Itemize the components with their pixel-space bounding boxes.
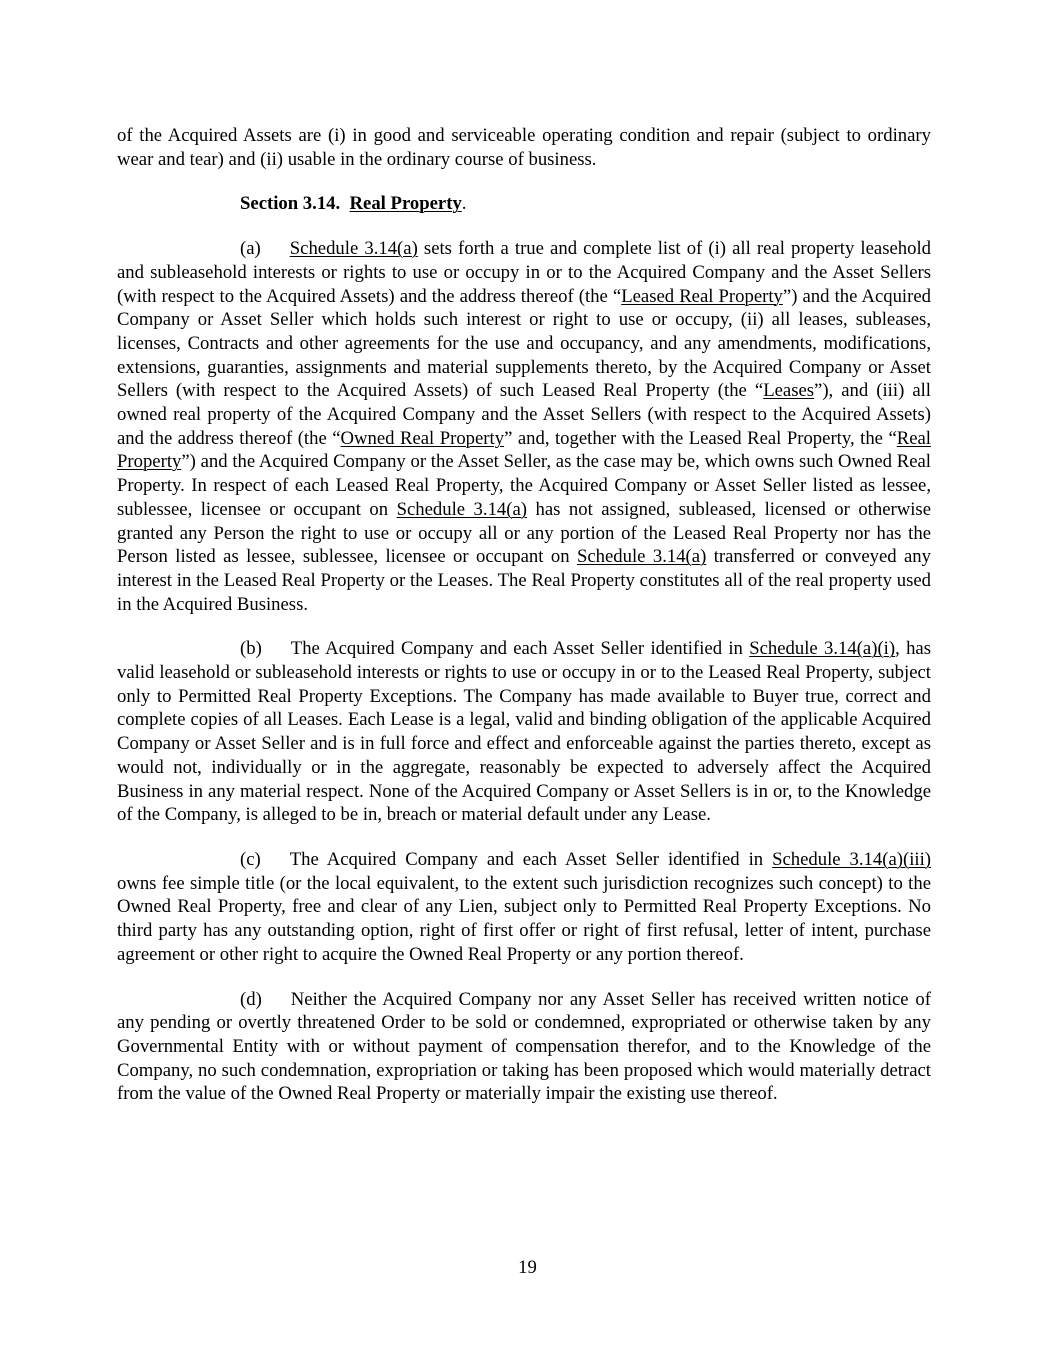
page-number: 19 [518, 1257, 537, 1278]
schedule-reference: Schedule 3.14(a) [396, 498, 527, 520]
paragraph-text: ”) and the Acquired Company or Asset Seller which holds such interest or right to use or occupy, (ii) all leases, subleases, licenses, Contracts and other agreements for the use and occupancy, and any amendments, modifications, extensions, guaranties, assignments and material supplements thereto, by the Acquired Company or Asset Sellers (with respect to the Acquired Assets) of such Leased Real Property (the “ [117, 285, 931, 402]
paragraph-text: Neither the Acquired Company nor any Asset Seller has received written notice of any pending or overtly threatened Order to be sold or condemned, expropriated or otherwise taken by any Governmental Entity with or without payment of compensation therefor, and to the Knowledge of the Company, no such condemnation, expropriation or taking has been proposed which would materially detract from the value of the Owned Real Property or materially impair the existing use thereof. [117, 988, 931, 1105]
defined-term-leased-real-property: Leased Real Property [621, 285, 783, 307]
section-title-period: . [461, 193, 467, 215]
section-heading [117, 192, 931, 216]
paragraph-d-label: (d) [240, 988, 262, 1010]
schedule-reference: Schedule 3.14(a)(i) [749, 638, 896, 660]
schedule-reference: Schedule 3.14(a) [576, 546, 707, 568]
paragraph-c [117, 848, 931, 967]
schedule-reference: Schedule 3.14(a) [289, 238, 418, 260]
paragraph-c-label: (c) [240, 848, 261, 870]
paragraph-d [117, 988, 931, 1107]
paragraph-text: ”) and the Acquired Company or the Asset Seller, as the case may be, which owns such Owned Real Property. In respect of each Leased Real Property, the Acquired Company or Asset Seller listed as lessee, sublessee, licensee or occupant on [117, 451, 931, 520]
defined-term-leases: Leases [763, 380, 815, 402]
paragraph-text: owns fee simple title (or the local equivalent, to the extent such jurisdiction recognizes such concept) to the Owned Real Property, free and clear of any Lien, subject only to Permitted Real Property Exceptions. No third party has any outstanding option, right of first offer or right of first refusal, letter of intent, purchase agreement or other right to acquire the Owned Real Property or any portion thereof. [117, 872, 931, 965]
defined-term-real-property: Real Property [117, 427, 931, 473]
defined-term-owned-real-property: Owned Real Property [340, 427, 505, 449]
document-page [117, 124, 931, 1127]
paragraph-text: , has valid leasehold or subleasehold interests or rights to use or occupy in or to the Leased Real Property, subject only to Permitted Real Property Exceptions. The Company has made available to Buyer true, correct and complete copies of all Leases. Each Lease is a legal, valid and binding obligation of the applicable Acquired Company or Asset Seller and is in full force and effect and enforceable against the parties thereto, except as would not, individually or in the aggregate, reasonably be expected to adversely affect the Acquired Business in any material respect. None of the Acquired Company or Asset Sellers is in or, to the Knowledge of the Company, is alleged to be in, breach or material default under any Lease. [117, 638, 931, 826]
schedule-reference: Schedule 3.14(a)(iii) [772, 848, 931, 870]
paragraph-text: The Acquired Company and each Asset Seller identified in [290, 638, 750, 660]
paragraph-text: sets forth a true and complete list of (i) all real property leasehold and subleasehold interests or rights to use or occupy in or to the Acquired Company and the Asset Sellers (with respect to the Acquired Assets) and the address thereof (the “ [117, 238, 931, 307]
section-number: Section 3.14. [240, 193, 341, 215]
paragraph-text: The Acquired Company and each Asset Seller identified in [289, 848, 773, 870]
paragraph-b-label: (b) [240, 638, 262, 660]
paragraph-a-label: (a) [240, 238, 261, 260]
paragraph-text: ”), and (iii) all owned real property of the Acquired Company and the Asset Sellers (with respect to the Acquired Assets) and the address thereof (the “ [117, 380, 931, 449]
paragraph-text: transferred or conveyed any interest in the Leased Real Property or the Leases. The Real Property constitutes all of the real property used in the Acquired Business. [117, 546, 931, 615]
paragraph-text: has not assigned, subleased, licensed or otherwise granted any Person the right to use or occupy all or any portion of the Leased Real Property nor has the Person listed as lessee, sublessee, licensee or occupant on [117, 498, 931, 568]
intro-text: of the Acquired Assets are (i) in good and serviceable operating condition and repair (subject to ordinary wear and tear) and (ii) usable in the ordinary course of business. [117, 125, 931, 170]
paragraph-a [117, 237, 931, 616]
intro-paragraph [117, 124, 931, 171]
section-title: Real Property [349, 193, 462, 215]
paragraph-b [117, 637, 931, 827]
paragraph-text: ” and, together with the Leased Real Property, the “ [504, 427, 897, 449]
